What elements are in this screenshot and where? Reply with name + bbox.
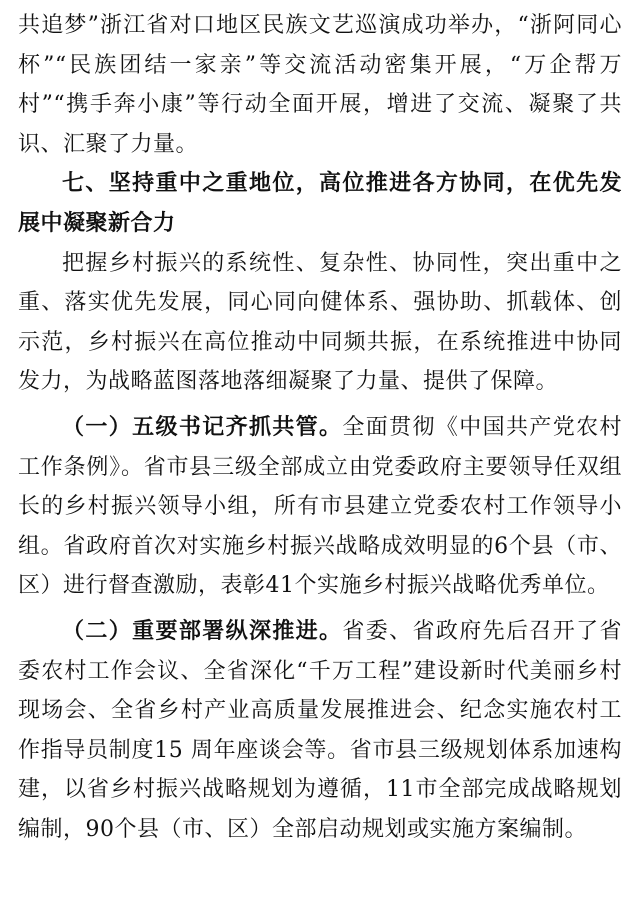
- item-body-2: 省委、省政府先后召开了省委农村工作会议、全省深化“千万工程”建设新时代美丽乡村现场会、全省乡村产业高质量发展推进会、纪念实施农村工作指导员制度15 周年座谈会等。省市县三级规划体系加速构建，以省乡村振兴战略规划为遵循，11市全部完成战略规划编制，90个县（市、区）全部启动规划或实施方案编制。: [18, 618, 622, 842]
- item-body-1: 全面贯彻《中国共产党农村工作条例》。省市县三级全部成立由党委政府主要领导任双组长的乡村振兴领导小组，所有市县建立党委农村工作领导小组。省政府首次对实施乡村振兴战略成效明显的6个县（市、区）进行督查激励，表彰41个实施乡村振兴战略优秀单位。: [18, 414, 622, 599]
- item-paragraph-1: [18, 408, 622, 606]
- section-intro-paragraph: 把握乡村振兴的系统性、复杂性、协同性，突出重中之重、落实优先发展，同心同向健体系、强协助、抓载体、创示范，乡村振兴在高位推动中同频共振，在系统推进中协同发力，为战略蓝图落地落细凝聚了力量、提供了保障。: [18, 250, 622, 395]
- item-heading-1: （一）五级书记齐抓共管。: [62, 414, 343, 440]
- paragraph-continued: 共追梦”浙江省对口地区民族文艺巡演成功举办，“浙阿同心杯”“民族团结一家亲”等交流活动密集开展，“万企帮万村”“携手奔小康”等行动全面开展，增进了交流、凝聚了共识、汇聚了力量。: [18, 13, 622, 157]
- section-heading: 七、坚持重中之重地位，高位推进各方协同，在优先发展中凝聚新合力: [18, 171, 622, 236]
- item-paragraph-2: [18, 612, 622, 850]
- item-heading-2: （二）重要部署纵深推进。: [62, 618, 343, 644]
